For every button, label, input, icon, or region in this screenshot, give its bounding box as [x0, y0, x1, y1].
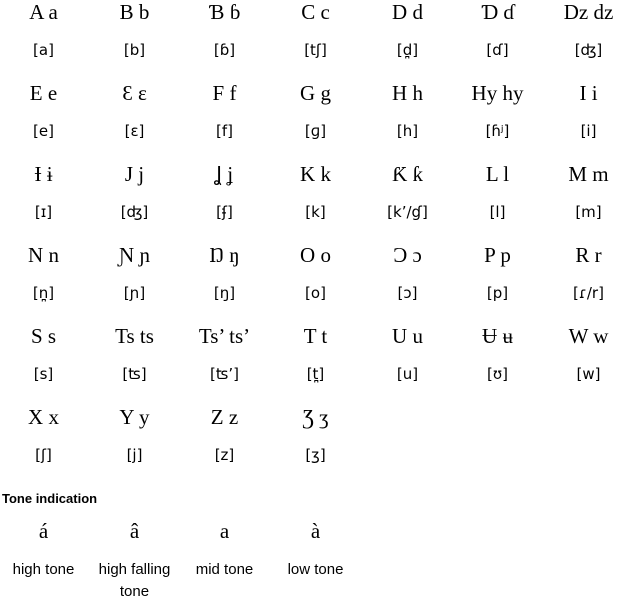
- letter-ipa: [ʦ]: [122, 365, 147, 383]
- letter-glyph: Ƙ ƙ: [392, 162, 423, 186]
- letter-ipa: [ɡ]: [304, 122, 327, 140]
- letter-ipa: [ʤ]: [574, 41, 603, 59]
- tone-cell: [89, 518, 180, 603]
- letter-ipa: [p]: [486, 284, 509, 302]
- letter-ipa: [k]: [305, 203, 326, 221]
- letter-glyph: N n: [28, 243, 59, 267]
- letter-ipa: [t̪]: [306, 365, 325, 383]
- letter-ipa: [ɓ]: [213, 41, 236, 59]
- letter-glyph: Ɛ ɛ: [122, 81, 147, 105]
- tone-cell: [270, 518, 361, 581]
- letter-glyph: Ts ts: [115, 324, 154, 348]
- letter-ipa: [o]: [305, 284, 326, 302]
- letter-ipa: [ɛ]: [124, 122, 145, 140]
- letter-ipa: [ʄ]: [216, 203, 233, 221]
- letter-glyph: T t: [303, 324, 328, 348]
- alphabet-row: [0, 243, 618, 324]
- letter-ipa: [ɲ]: [123, 284, 146, 302]
- letter-glyph: W w: [568, 324, 609, 348]
- letter-glyph: Y y: [119, 405, 150, 429]
- letter-glyph: Ŋ ŋ: [209, 243, 240, 267]
- letter-glyph: M m: [568, 162, 609, 186]
- letter-glyph: I i: [579, 81, 598, 105]
- letter-glyph: Ɲ ɲ: [119, 243, 150, 267]
- tone-label: high falling tone: [98, 561, 171, 600]
- letter-ipa: [f]: [216, 122, 233, 140]
- tone-heading: Tone indication: [2, 491, 98, 506]
- letter-ipa: [e]: [33, 122, 54, 140]
- letter-glyph: D d: [392, 0, 423, 24]
- letter-glyph: Ɔ ɔ: [393, 243, 422, 267]
- letter-ipa: [ʤ]: [120, 203, 149, 221]
- letter-ipa: [a]: [33, 41, 54, 59]
- letter-glyph: G g: [300, 81, 331, 105]
- letter-glyph: Ɨ ɨ: [34, 162, 53, 186]
- letter-glyph: Ʉ ʉ: [482, 324, 513, 348]
- letter-glyph: L l: [485, 162, 510, 186]
- letter-ipa: [ɪ]: [34, 203, 53, 221]
- alphabet-row: [0, 81, 618, 162]
- letter-glyph: K k: [300, 162, 331, 186]
- letter-ipa: [w]: [576, 365, 601, 383]
- letter-glyph: H h: [392, 81, 423, 105]
- letter-ipa: [ɗ]: [486, 41, 509, 59]
- letter-glyph: J j: [124, 162, 145, 186]
- letter-ipa: [ʃ]: [35, 446, 52, 464]
- letter-ipa: [i]: [580, 122, 597, 140]
- letter-glyph: Hy hy: [471, 81, 524, 105]
- letter-glyph: A a: [29, 0, 58, 24]
- letter-glyph: Ɗ ɗ: [481, 0, 514, 24]
- letter-ipa: [u]: [396, 365, 419, 383]
- letter-glyph: Ʝ ʝ: [215, 162, 234, 186]
- tone-glyph: á: [38, 519, 49, 543]
- tone-glyph: à: [310, 519, 321, 543]
- letter-ipa: [tʃ]: [304, 41, 327, 59]
- letter-glyph: O o: [300, 243, 331, 267]
- letter-glyph: X x: [28, 405, 59, 429]
- letter-ipa: [ʒ]: [305, 446, 326, 464]
- letter-glyph: Dz dz: [563, 0, 614, 24]
- tone-cell: [0, 518, 89, 581]
- letter-ipa: [j]: [126, 446, 143, 464]
- alphabet-row: [0, 405, 618, 486]
- letter-glyph: R r: [575, 243, 602, 267]
- letter-ipa: [d̪]: [396, 41, 419, 59]
- tone-label: low tone: [287, 561, 344, 578]
- letter-glyph: B b: [119, 0, 150, 24]
- letter-ipa: [ɦʲ]: [485, 122, 510, 140]
- letter-glyph: Z z: [210, 405, 239, 429]
- letter-ipa: [ʊ]: [487, 365, 508, 383]
- letter-ipa: [ŋ]: [213, 284, 236, 302]
- letter-ipa: [l]: [489, 203, 506, 221]
- alphabet-row: [0, 324, 618, 405]
- letter-glyph: S s: [30, 324, 57, 348]
- tone-glyph: â: [129, 519, 140, 543]
- letter-ipa: [k’/ɠ]: [387, 203, 428, 221]
- letter-ipa: [n̪]: [32, 284, 55, 302]
- letter-ipa: [ɾ/r]: [573, 284, 604, 302]
- tone-glyph: a: [219, 519, 230, 543]
- letter-glyph: U u: [392, 324, 423, 348]
- letter-glyph: F f: [212, 81, 237, 105]
- letter-glyph: Ts’ ts’: [198, 324, 251, 348]
- letter-glyph: P p: [484, 243, 511, 267]
- alphabet-row: [0, 0, 618, 81]
- letter-ipa: [h]: [396, 122, 419, 140]
- letter-glyph: Ɓ ɓ: [208, 0, 241, 24]
- letter-glyph: Ʒ ʒ: [302, 405, 329, 429]
- letter-ipa: [z]: [214, 446, 235, 464]
- letter-ipa: [s]: [33, 365, 54, 383]
- letter-glyph: C c: [301, 0, 330, 24]
- letter-glyph: E e: [29, 81, 58, 105]
- letter-ipa: [m]: [575, 203, 602, 221]
- tone-label: mid tone: [195, 561, 254, 578]
- letter-ipa: [ɔ]: [397, 284, 418, 302]
- letter-ipa: [b]: [123, 41, 146, 59]
- alphabet-row: [0, 162, 618, 243]
- tone-label: high tone: [12, 561, 75, 578]
- tone-cell: [179, 518, 270, 581]
- letter-ipa: [ʦ’]: [210, 365, 239, 383]
